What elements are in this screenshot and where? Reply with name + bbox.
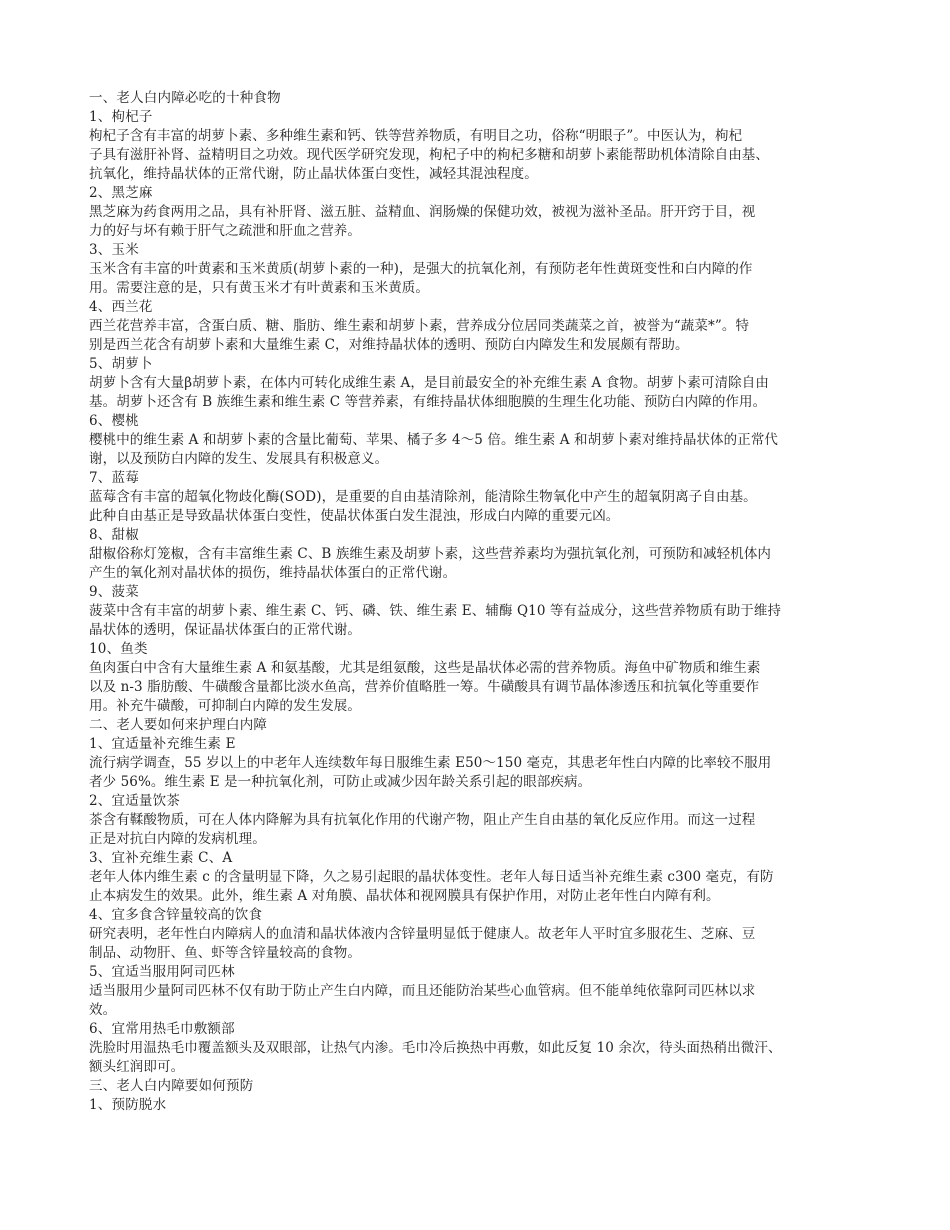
- text-line: 菠菜中含有丰富的胡萝卜素、维生素 C、钙、磷、铁、维生素 E、辅酶 Q10 等有益成分，这些营养物质有助于维持: [89, 603, 782, 619]
- text-line: 以及 n-3 脂肪酸、牛磺酸含量都比淡水鱼高，营养价值略胜一筹。牛磺酸具有调节晶体渗透压和抗氧化等重要作: [89, 679, 760, 695]
- text-line: 5、胡萝卜: [89, 356, 153, 372]
- text-line: 西兰花营养丰富，含蛋白质、糖、脂肪、维生素和胡萝卜素，营养成分位居同类蔬菜之首，被誉为“蔬菜*”。特: [89, 318, 750, 334]
- paragraph: [89, 754, 864, 792]
- item-heading: [89, 583, 864, 602]
- paragraph: [89, 374, 864, 412]
- text-line: 正是对抗白内障的发病机理。: [89, 831, 266, 847]
- text-line: 1、预防脱水: [89, 1097, 167, 1113]
- text-line: 3、玉米: [89, 242, 139, 258]
- paragraph: [89, 203, 864, 241]
- item-heading: [89, 355, 864, 374]
- paragraph: [89, 1039, 864, 1077]
- section-heading: [89, 89, 864, 108]
- text-line: 蓝莓含有丰富的超氧化物歧化酶(SOD)，是重要的自由基清除剂，能清除生物氧化中产生的超氧阴离子自由基。: [89, 489, 757, 505]
- text-line: 子具有滋肝补肾、益精明目之功效。现代医学研究发现，枸杞子中的枸杞多糖和胡萝卜素能帮助机体清除自由基、: [89, 147, 769, 163]
- paragraph: [89, 602, 864, 640]
- section-heading: [89, 1077, 864, 1096]
- text-line: 玉米含有丰富的叶黄素和玉米黄质(胡萝卜素的一种)，是强大的抗氧化剂，有预防老年性黄斑变性和白内障的作: [89, 261, 753, 277]
- text-line: 1、枸杞子: [89, 109, 153, 125]
- item-heading: [89, 640, 864, 659]
- paragraph: [89, 317, 864, 355]
- item-heading: [89, 184, 864, 203]
- text-line: 研究表明，老年性白内障病人的血清和晶状体液内含锌量明显低于健康人。故老年人平时宜多服花生、芝麻、豆: [89, 926, 756, 942]
- text-line: 樱桃中的维生素 A 和胡萝卜素的含量比葡萄、苹果、橘子多 4～5 倍。维生素 A 和胡萝卜素对维持晶状体的正常代: [89, 432, 779, 448]
- item-heading: [89, 1020, 864, 1039]
- text-line: 茶含有鞣酸物质，可在人体内降解为具有抗氧化作用的代谢产物，阻止产生自由基的氧化反应作用。而这一过程: [89, 812, 756, 828]
- paragraph: [89, 431, 864, 469]
- text-line: 10、鱼类: [89, 641, 148, 657]
- text-line: 2、宜适量饮茶: [89, 793, 180, 809]
- text-line: 一、老人白内障必吃的十种食物: [89, 90, 281, 106]
- text-line: 止本病发生的效果。此外，维生素 A 对角膜、晶状体和视网膜具有保护作用，对防止老年性白内障有利。: [89, 888, 720, 904]
- text-line: 6、樱桃: [89, 413, 139, 429]
- document-body: [89, 89, 864, 1115]
- text-line: 9、菠菜: [89, 584, 139, 600]
- text-line: 效。: [89, 1002, 117, 1018]
- text-line: 洗脸时用温热毛巾覆盖额头及双眼部，让热气内渗。毛巾冷后换热中再敷，如此反复 10 余次，待头面热稍出微汗、: [89, 1040, 782, 1056]
- text-line: 甜椒俗称灯笼椒，含有丰富维生素 C、B 族维生素及胡萝卜素，这些营养素均为强抗氧化剂，可预防和减轻机体内: [89, 546, 772, 562]
- item-heading: [89, 735, 864, 754]
- text-line: 别是西兰花含有胡萝卜素和大量维生素 C，对维持晶状体的透明、预防白内障发生和发展颇有帮助。: [89, 337, 689, 353]
- item-heading: [89, 412, 864, 431]
- text-line: 基。胡萝卜还含有 B 族维生素和维生素 C 等营养素，有维持晶状体细胞膜的生理生化功能、预防白内障的作用。: [89, 394, 767, 410]
- text-line: 枸杞子含有丰富的胡萝卜素、多种维生素和钙、铁等营养物质，有明目之功，俗称“明眼子”。中医认为，枸杞: [89, 128, 743, 144]
- item-heading: [89, 792, 864, 811]
- text-line: 适当服用少量阿司匹林不仅有助于防止产生白内障，而且还能防治某些心血管病。但不能单纯依靠阿司匹林以求: [89, 983, 756, 999]
- text-line: 用。需要注意的是，只有黄玉米才有叶黄素和玉米黄质。: [89, 280, 429, 296]
- text-line: 6、宜常用热毛巾敷额部: [89, 1021, 235, 1037]
- text-line: 7、蓝莓: [89, 470, 139, 486]
- item-heading: [89, 1096, 864, 1115]
- text-line: 流行病学调查，55 岁以上的中老年人连续数年每日服维生素 E50～150 毫克，其患老年性白内障的比率较不服用: [89, 755, 772, 771]
- paragraph: [89, 127, 864, 184]
- text-line: 鱼肉蛋白中含有大量维生素 A 和氨基酸，尤其是组氨酸，这些是晶状体必需的营养物质。海鱼中矿物质和维生素: [89, 660, 761, 676]
- item-heading: [89, 526, 864, 545]
- text-line: 3、宜补充维生素 C、A: [89, 850, 233, 866]
- text-line: 制品、动物肝、鱼、虾等含锌量较高的食物。: [89, 945, 361, 961]
- paragraph: [89, 868, 864, 906]
- item-heading: [89, 849, 864, 868]
- item-heading: [89, 298, 864, 317]
- paragraph: [89, 260, 864, 298]
- text-line: 1、宜适量补充维生素 E: [89, 736, 236, 752]
- text-line: 黑芝麻为药食两用之品，具有补肝肾、滋五脏、益精血、润肠燥的保健功效，被视为滋补圣品。肝开窍于目，视: [89, 204, 756, 220]
- item-heading: [89, 906, 864, 925]
- item-heading: [89, 108, 864, 127]
- text-line: 抗氧化，维持晶状体的正常代谢，防止晶状体蛋白变性，减轻其混浊程度。: [89, 166, 538, 182]
- text-line: 胡萝卜含有大量β胡萝卜素，在体内可转化成维生素 A，是目前最安全的补充维生素 A 食物。胡萝卜素可清除自由: [89, 375, 769, 391]
- paragraph: [89, 545, 864, 583]
- section-heading: [89, 716, 864, 735]
- paragraph: [89, 811, 864, 849]
- text-line: 4、宜多食含锌量较高的饮食: [89, 907, 263, 923]
- text-line: 2、黑芝麻: [89, 185, 153, 201]
- text-line: 二、老人要如何来护理白内障: [89, 717, 268, 733]
- item-heading: [89, 241, 864, 260]
- text-line: 老年人体内维生素 c 的含量明显下降，久之易引起眼的晶状体变性。老年人每日适当补充维生素 c300 毫克，有防: [89, 869, 774, 885]
- paragraph: [89, 925, 864, 963]
- text-line: 晶状体的透明，保证晶状体蛋白的正常代谢。: [89, 622, 361, 638]
- text-line: 产生的氧化剂对晶状体的损伤，维持晶状体蛋白的正常代谢。: [89, 565, 457, 581]
- text-line: 此种自由基正是导致晶状体蛋白变性，使晶状体蛋白发生混浊，形成白内障的重要元凶。: [89, 508, 620, 524]
- text-line: 谢，以及预防白内障的发生、发展具有积极意义。: [89, 451, 389, 467]
- text-line: 三、老人白内障要如何预防: [89, 1078, 254, 1094]
- text-line: 力的好与坏有赖于肝气之疏泄和肝血之营养。: [89, 223, 361, 239]
- text-line: 8、甜椒: [89, 527, 139, 543]
- text-line: 用。补充牛磺酸，可抑制白内障的发生发展。: [89, 698, 361, 714]
- paragraph: [89, 982, 864, 1020]
- item-heading: [89, 963, 864, 982]
- text-line: 4、西兰花: [89, 299, 153, 315]
- text-line: 5、宜适当服用阿司匹林: [89, 964, 235, 980]
- paragraph: [89, 488, 864, 526]
- paragraph: [89, 659, 864, 716]
- text-line: 者少 56%。维生素 E 是一种抗氧化剂，可防止或减少因年龄关系引起的眼部疾病。: [89, 774, 592, 790]
- text-line: 额头红润即可。: [89, 1059, 185, 1075]
- item-heading: [89, 469, 864, 488]
